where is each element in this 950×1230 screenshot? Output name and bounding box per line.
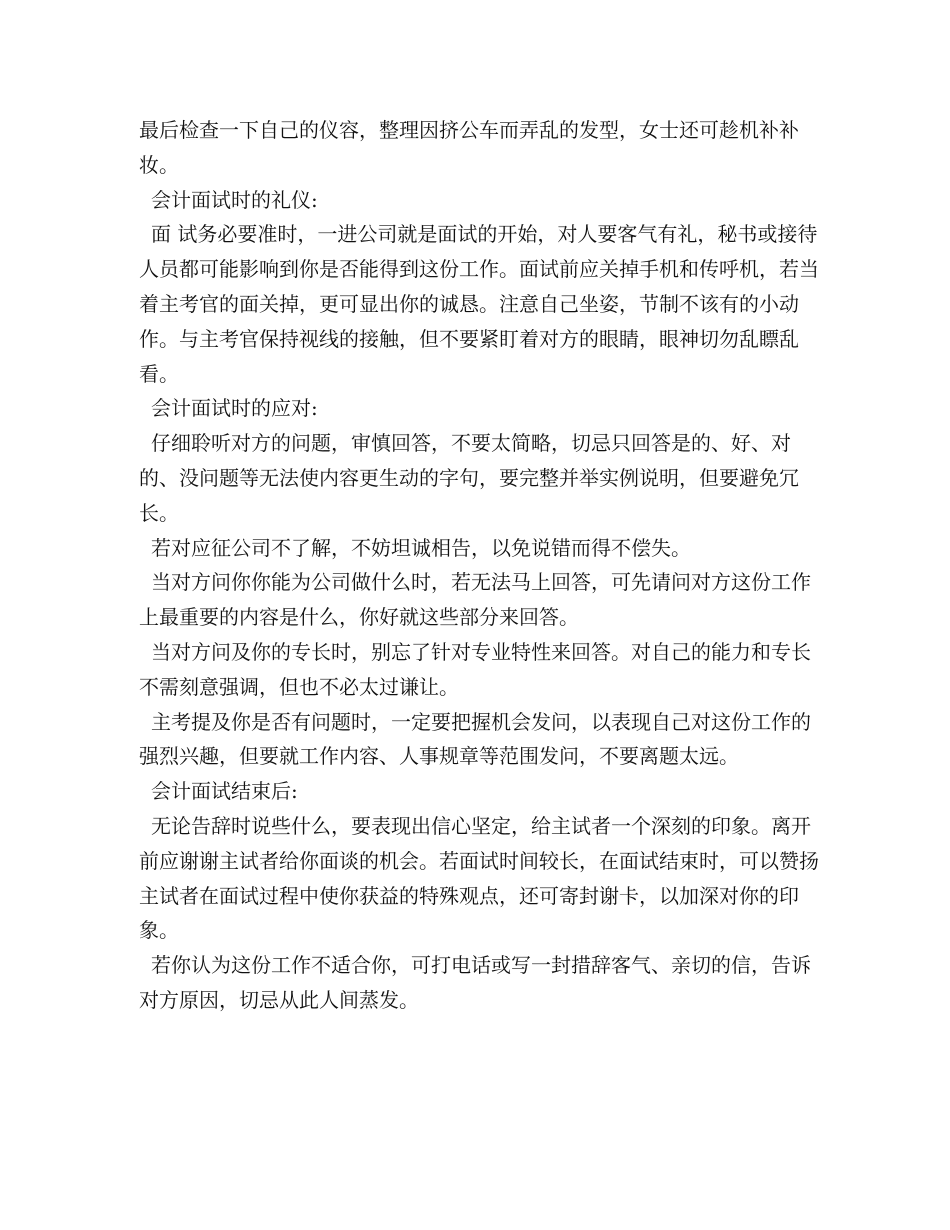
paragraph-listen: 仔细聆听对方的问题，审慎回答，不要太简略，切忌只回答是的、好、对的、没问题等无法使内容更生动的字句，要完整并举实例说明，但要避免冗长。 (139, 431, 799, 525)
paragraph-intro-tail: 最后检查一下自己的仪容，整理因挤公车而弄乱的发型，女士还可趁机补补妆。 (139, 118, 799, 177)
paragraph-decline: 若你认为这份工作不适合你，可打电话或写一封措辞客气、亲切的信，告诉对方原因，切忌从此人间蒸发。 (139, 953, 811, 1012)
paragraph-questions: 主考提及你是否有问题时，一定要把握机会发问，以表现自己对这份工作的强烈兴趣，但要就工作内容、人事规章等范围发问，不要离题太远。 (139, 709, 811, 769)
paragraph-etiquette: 面 试务必要准时，一进公司就是面试的开始，对人要客气有礼，秘书或接待人员都可能影响到你是否能得到这份工作。面试前应关掉手机和传呼机，若当着主考官的面关掉，更可显出你的诚恳。注意自己坐姿，节制不该有的小动作。与主考官保持视线的接触，但不要紧盯着对方的眼睛，眼神切勿乱瞟乱看。 (139, 222, 819, 386)
document-page (139, 113, 829, 1018)
section-heading-after: 会计面试结束后: (151, 779, 298, 804)
paragraph-specialty: 当对方问及你的专长时，别忘了针对专业特性来回答。对自己的能力和专长不需刻意强调，但也不必太过谦让。 (139, 639, 811, 699)
paragraph-honesty: 若对应征公司不了解，不妨坦诚相告，以免说错而得不偿失。 (151, 535, 691, 560)
paragraph-contribution: 当对方问你你能为公司做什么时，若无法马上回答，可先请问对方这份工作上最重要的内容是什么，你好就这些部分来回答。 (139, 570, 811, 630)
section-heading-response: 会计面试时的应对: (151, 396, 318, 421)
section-heading-etiquette: 会计面试时的礼仪: (151, 187, 318, 212)
paragraph-farewell: 无论告辞时说些什么，要表现出信心坚定，给主试者一个深刻的印象。离开前应谢谢主试者给你面谈的机会。若面试时间较长，在面试结束时，可以赞扬主试者在面试过程中使你获益的特殊观点，还可寄封谢卡，以加深对你的印象。 (139, 813, 819, 943)
